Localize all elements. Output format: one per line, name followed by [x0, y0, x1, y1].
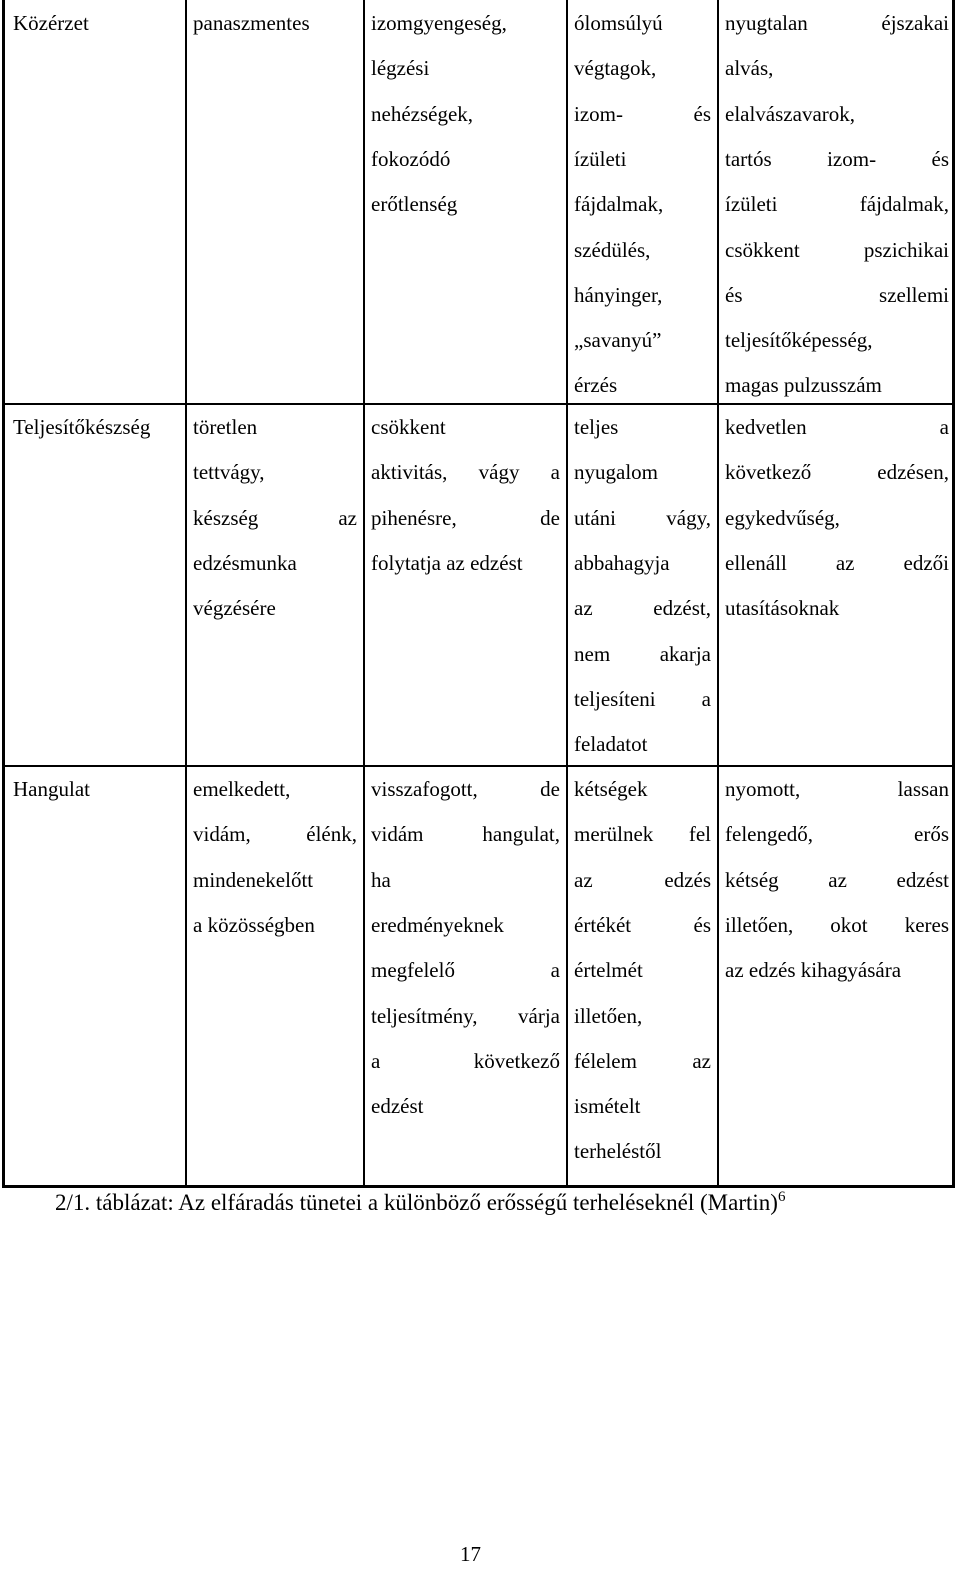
cell-line: csökkent — [371, 415, 446, 439]
cell-line: szédülés, — [574, 237, 651, 262]
cell-line: fokozódó — [371, 146, 451, 171]
row-label: Közérzet — [13, 11, 89, 35]
cell-line: alvás, — [725, 56, 774, 81]
cell-line: ízületi — [574, 146, 627, 171]
cell-line: „savanyú” — [574, 328, 662, 353]
cell-line: feladatot — [574, 732, 648, 757]
cell-line: felengedő, erős — [725, 822, 949, 847]
cell-line: nem akarja — [574, 641, 711, 666]
cell-line: abbahagyja — [574, 550, 670, 575]
cell-line: tettvágy, — [193, 460, 265, 485]
cell-line: az edzés — [574, 867, 711, 892]
row-label: Teljesítőkészség — [13, 415, 151, 439]
cell-line: készség az — [193, 505, 357, 530]
cell-line: aktivitás, vágy a — [371, 460, 560, 485]
cell-line: panaszmentes — [193, 11, 310, 35]
row-label-cell — [5, 0, 185, 403]
cell-line: az edzést, — [574, 596, 711, 621]
cell-line: a közösségben — [193, 912, 315, 937]
cell-line: edzést — [371, 1094, 424, 1119]
cell-line: teljesítmény, várja — [371, 1003, 560, 1028]
cell-line: a következő — [371, 1048, 560, 1073]
table-cell — [185, 766, 363, 1186]
page-number: 17 — [460, 1542, 481, 1566]
cell-line: egykedvűség, — [725, 505, 840, 530]
cell-line: kedvetlen a — [725, 415, 949, 439]
cell-line: visszafogott, de — [371, 777, 560, 801]
cell-line: értelmét — [574, 958, 643, 983]
cell-line: következő edzésen, — [725, 460, 949, 485]
symptom-table — [2, 0, 955, 1188]
row-label: Hangulat — [13, 777, 90, 801]
cell-line: illetően, okot keres — [725, 912, 949, 937]
cell-line: vidám, élénk, — [193, 822, 357, 847]
cell-line: ismételt — [574, 1094, 641, 1119]
cell-line: utáni vágy, — [574, 505, 711, 530]
cell-line: légzési — [371, 56, 430, 81]
cell-line: eredményeknek — [371, 912, 504, 937]
table-cell — [363, 766, 566, 1186]
cell-line: izom- és — [574, 101, 711, 126]
cell-line: ellenáll az edzői — [725, 550, 949, 575]
table-cell — [363, 0, 566, 403]
row-label-cell — [5, 766, 185, 1186]
cell-line: félelem az — [574, 1048, 711, 1073]
cell-line: illetően, — [574, 1003, 643, 1028]
cell-line: az edzés kihagyására — [725, 958, 902, 983]
cell-line: nyomott, lassan — [725, 777, 949, 801]
cell-line: teljesítőképesség, — [725, 328, 873, 353]
cell-line: végzésére — [193, 596, 276, 621]
cell-line: értékét és — [574, 912, 711, 937]
table-cell — [717, 766, 955, 1186]
footnote-ref: 6 — [777, 1189, 786, 1205]
cell-line: magas pulzusszám — [725, 373, 882, 398]
cell-line: töretlen — [193, 415, 258, 439]
cell-line: hányinger, — [574, 282, 663, 307]
cell-line: és szellemi — [725, 282, 949, 307]
table-cell — [566, 404, 717, 765]
cell-line: nyugalom — [574, 460, 658, 485]
cell-line: kétségek — [574, 777, 648, 801]
cell-line: kétség az edzést — [725, 867, 949, 892]
cell-line: pihenésre, de — [371, 505, 560, 530]
cell-line: teljesíteni a — [574, 686, 711, 711]
cell-line: merülnek fel — [574, 822, 711, 847]
cell-line: edzésmunka — [193, 550, 297, 575]
table-cell — [717, 0, 955, 403]
table-row — [5, 404, 952, 765]
cell-line: emelkedett, — [193, 777, 291, 801]
cell-line: teljes — [574, 415, 619, 439]
table-row — [5, 766, 952, 1186]
cell-line: tartós izom- és — [725, 146, 949, 171]
cell-line: elalvászavarok, — [725, 101, 856, 126]
table-cell — [566, 0, 717, 403]
cell-line: mindenekelőtt — [193, 867, 314, 892]
table-cell — [185, 0, 363, 403]
row-label-cell — [5, 404, 185, 765]
cell-line: csökkent pszichikai — [725, 237, 949, 262]
cell-line: izomgyengeség, — [371, 11, 507, 35]
table-cell — [185, 404, 363, 765]
cell-line: nyugtalan éjszakai — [725, 11, 949, 35]
cell-line: végtagok, — [574, 56, 657, 81]
cell-line: fájdalmak, — [574, 192, 664, 217]
cell-line: vidám hangulat, — [371, 822, 560, 847]
cell-line: ízületi fájdalmak, — [725, 192, 949, 217]
cell-line: terheléstől — [574, 1139, 662, 1164]
table-cell — [363, 404, 566, 765]
cell-line: utasításoknak — [725, 596, 840, 621]
cell-line: erőtlenség — [371, 192, 458, 217]
table-caption: 2/1. táblázat: Az elfáradás tünetei a különböző erősségű terheléseknél (Martin)$^6$ — [55, 1189, 786, 1215]
table-row — [5, 0, 952, 403]
cell-line: ólomsúlyú — [574, 11, 663, 35]
table-cell — [566, 766, 717, 1186]
cell-line: ha — [371, 867, 391, 892]
table-cell — [717, 404, 955, 765]
cell-line: érzés — [574, 373, 618, 398]
cell-line: folytatja az edzést — [371, 550, 523, 575]
cell-line: nehézségek, — [371, 101, 474, 126]
cell-line: megfelelő a — [371, 958, 560, 983]
